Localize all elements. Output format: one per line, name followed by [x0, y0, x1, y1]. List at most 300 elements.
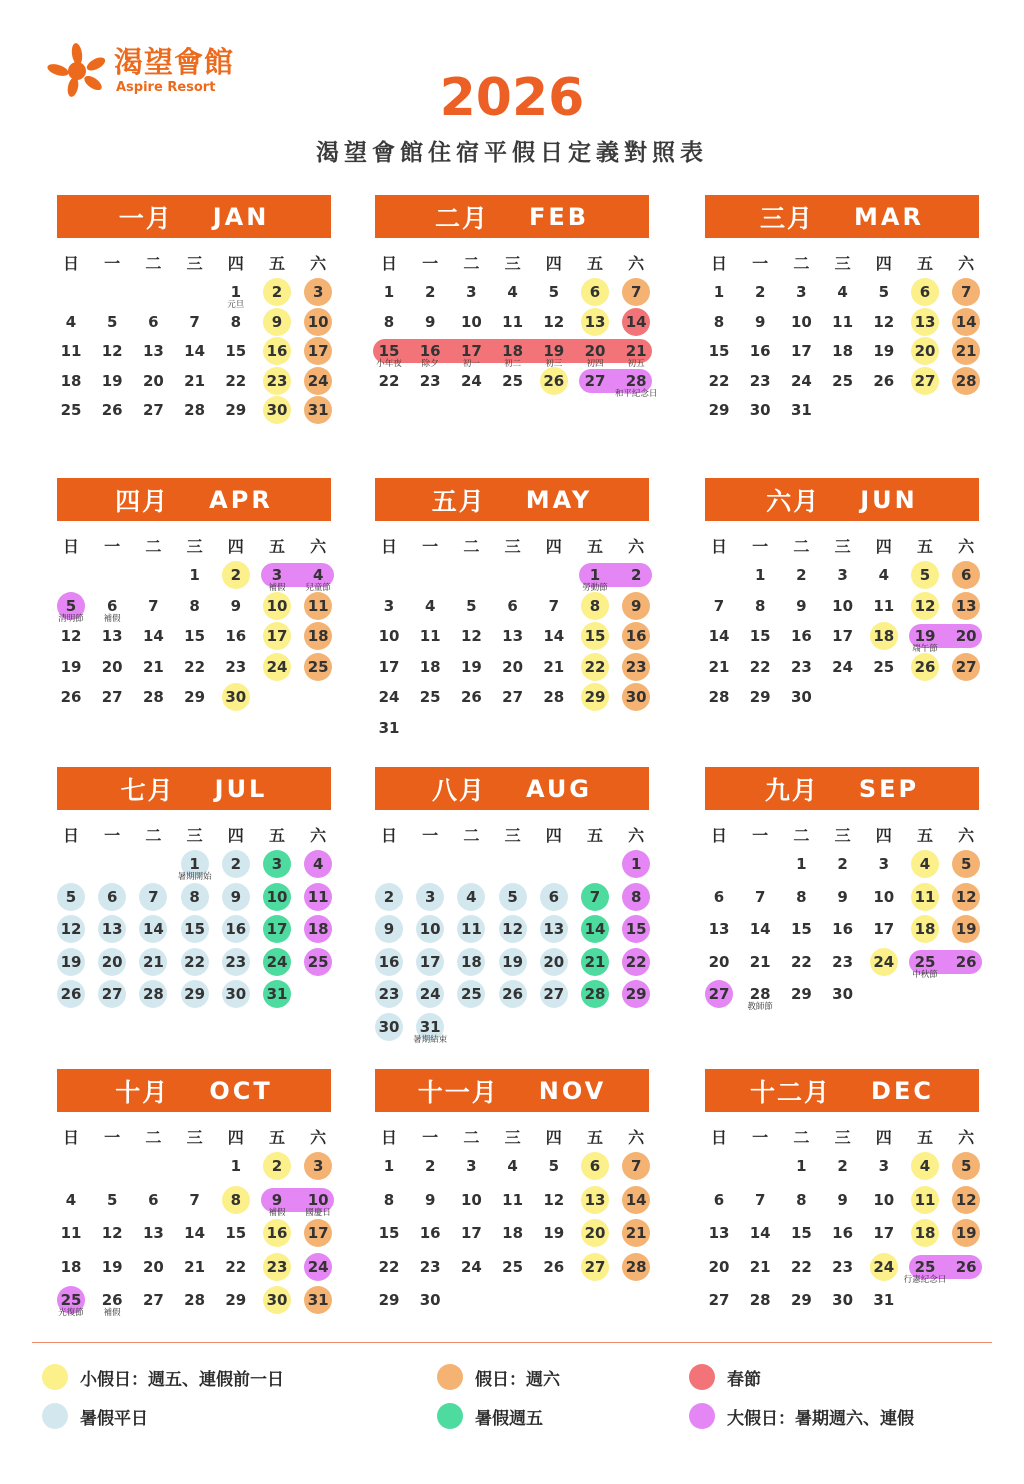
day-number: 4: [507, 283, 518, 301]
weekday-label: 五: [916, 254, 933, 273]
day-number: 7: [754, 1190, 766, 1209]
weekday-label: 四: [875, 254, 892, 273]
day-number: 10: [460, 1190, 482, 1209]
day-number: 27: [101, 688, 123, 706]
holiday-note: 暑期結束: [413, 1034, 448, 1045]
day-number: 30: [419, 1291, 441, 1309]
day-number: 22: [184, 952, 206, 971]
legend-item-yellow: [42, 1362, 284, 1392]
holiday-note: 光復節: [58, 1308, 84, 1318]
month-header: [57, 195, 331, 238]
day-number: 16: [790, 627, 812, 645]
holiday-note: 初二: [504, 359, 522, 369]
day-number: 4: [312, 855, 324, 873]
holiday-note: 端午節: [912, 644, 938, 654]
weekday-label: 四: [227, 826, 244, 845]
holiday-note: 和平紀念日: [614, 388, 658, 399]
day-number: 7: [548, 596, 560, 615]
weekday-label: 日: [710, 537, 727, 556]
day-number: 21: [142, 657, 164, 676]
day-number: 2: [271, 283, 283, 301]
day-number: 3: [837, 566, 848, 584]
month-dec: [705, 1069, 979, 1332]
day-number: 5: [507, 887, 518, 906]
month-name-english: MAY: [525, 485, 593, 514]
month-name-chinese: 十一月: [417, 1077, 499, 1107]
day-number: 18: [914, 1224, 936, 1242]
day-number: 20: [101, 952, 123, 971]
day-number: 2: [424, 283, 436, 301]
day-number: 14: [749, 920, 771, 938]
legend-label: 小假日：週五、連假前一日: [80, 1369, 284, 1390]
day-number: 11: [60, 342, 82, 360]
day-number: 3: [271, 566, 283, 584]
holiday-note: 初五: [627, 359, 645, 369]
day-number: 27: [101, 985, 123, 1003]
day-number: 27: [142, 401, 164, 419]
day-number: 17: [378, 657, 400, 676]
day-number: 17: [873, 1224, 895, 1242]
month-name-english: JUL: [214, 774, 268, 803]
legend-swatch: [437, 1364, 463, 1390]
weekday-label: 二: [793, 1128, 810, 1147]
day-number: 17: [832, 627, 854, 645]
weekday-label: 三: [834, 537, 851, 556]
day-number: 22: [790, 952, 812, 971]
day-number: 22: [749, 657, 771, 676]
holiday-note: 中秋節: [912, 969, 938, 980]
day-number: 25: [832, 371, 854, 390]
day-number: 23: [625, 657, 647, 676]
day-number: 4: [878, 566, 890, 584]
month-name-english: DEC: [871, 1076, 934, 1105]
day-number: 13: [914, 312, 936, 331]
day-number: 21: [749, 952, 771, 971]
day-number: 6: [713, 887, 725, 906]
day-number: 25: [60, 1291, 82, 1309]
day-number: 15: [184, 627, 206, 645]
day-number: 11: [460, 920, 482, 938]
day-number: 16: [749, 342, 771, 360]
day-number: 3: [878, 1157, 890, 1175]
day-number: 6: [589, 1157, 601, 1175]
day-number: 1: [754, 566, 766, 584]
day-number: 4: [65, 1190, 77, 1209]
holiday-note: 勞動節: [582, 583, 608, 593]
day-number: 15: [790, 920, 812, 938]
weekday-label: 五: [268, 1128, 285, 1147]
day-number: 9: [383, 920, 395, 938]
day-number: 19: [543, 342, 565, 360]
day-number: 10: [873, 1190, 895, 1209]
legend-item-purple: [689, 1401, 914, 1431]
day-number: 5: [466, 596, 477, 615]
brand-name-english: Aspire Resort: [116, 80, 216, 95]
day-number: 31: [419, 1017, 441, 1036]
day-number: 21: [543, 657, 565, 676]
month-days-grid: [705, 238, 979, 458]
day-number: 15: [225, 1224, 247, 1242]
day-number: 26: [543, 1257, 565, 1276]
legend-swatch: [689, 1364, 715, 1390]
month-name-chinese: 二月: [434, 203, 489, 233]
day-number: 9: [754, 312, 766, 331]
day-number: 19: [60, 657, 82, 676]
weekday-label: 二: [145, 537, 162, 556]
day-number: 24: [266, 952, 288, 971]
day-number: 12: [873, 312, 895, 331]
day-number: 13: [502, 627, 524, 645]
weekday-label: 一: [422, 537, 439, 556]
day-number: 11: [502, 312, 524, 331]
day-number: 14: [142, 920, 164, 938]
weekday-label: 日: [62, 826, 79, 845]
day-number: 7: [189, 1190, 200, 1209]
day-number: 2: [837, 1157, 848, 1175]
weekday-label: 五: [586, 1128, 603, 1147]
day-number: 14: [543, 627, 565, 645]
month-oct: [57, 1069, 331, 1332]
month-days-grid: [375, 1112, 649, 1332]
holiday-note: 補假: [268, 1207, 286, 1218]
day-number: 18: [873, 627, 895, 645]
day-number: 29: [790, 1291, 812, 1309]
weekday-label: 三: [834, 826, 851, 845]
day-number: 18: [914, 920, 936, 938]
day-number: 29: [184, 985, 206, 1003]
day-number: 5: [65, 596, 77, 615]
day-number: 7: [713, 596, 725, 615]
day-number: 20: [142, 1257, 164, 1276]
day-number: 14: [955, 312, 977, 331]
day-number: 7: [960, 283, 972, 301]
day-number: 29: [378, 1291, 400, 1309]
day-number: 28: [625, 1257, 647, 1276]
month-days-grid: [57, 521, 331, 741]
day-number: 19: [543, 1224, 565, 1242]
day-number: 16: [832, 1224, 854, 1242]
day-number: 15: [225, 342, 247, 360]
day-number: 11: [502, 1190, 524, 1209]
day-number: 4: [507, 1157, 518, 1175]
day-number: 10: [307, 1190, 329, 1209]
weekday-label: 四: [545, 537, 562, 556]
day-number: 6: [919, 283, 931, 301]
month-header: [375, 767, 649, 810]
weekday-label: 日: [710, 1128, 727, 1147]
day-number: 17: [460, 1224, 482, 1242]
holiday-note: 初四: [586, 359, 604, 369]
day-number: 14: [584, 920, 606, 938]
month-name-chinese: 一月: [118, 203, 173, 233]
day-number: 18: [832, 342, 854, 360]
weekday-label: 日: [710, 826, 727, 845]
day-number: 3: [383, 596, 395, 615]
day-number: 12: [101, 1224, 123, 1242]
day-number: 13: [584, 1190, 606, 1209]
weekday-label: 四: [545, 826, 562, 845]
day-number: 12: [101, 342, 123, 360]
month-days-grid: [57, 1112, 331, 1332]
day-number: 21: [625, 1224, 647, 1242]
day-number: 26: [914, 657, 936, 676]
day-number: 23: [419, 1257, 441, 1276]
day-number: 30: [225, 688, 247, 706]
day-number: 18: [502, 342, 524, 360]
day-number: 18: [419, 657, 441, 676]
day-number: 31: [307, 1291, 329, 1309]
day-number: 14: [749, 1224, 771, 1242]
day-number: 5: [106, 1190, 118, 1209]
day-number: 20: [543, 952, 565, 971]
day-number: 12: [502, 920, 524, 938]
day-number: 28: [543, 688, 565, 706]
legend-swatch: [437, 1403, 463, 1429]
day-number: 27: [955, 657, 977, 676]
day-number: 8: [796, 887, 807, 906]
weekday-label: 三: [504, 537, 521, 556]
day-number: 28: [749, 1291, 771, 1309]
day-number: 25: [307, 952, 329, 971]
day-number: 22: [378, 371, 400, 390]
day-number: 19: [502, 952, 524, 971]
day-number: 17: [307, 1224, 329, 1242]
weekday-label: 三: [186, 254, 203, 273]
day-number: 3: [271, 855, 283, 873]
day-number: 14: [184, 342, 206, 360]
month-header: [57, 478, 331, 521]
day-number: 19: [101, 371, 123, 390]
month-name-english: APR: [209, 485, 273, 514]
day-number: 20: [502, 657, 524, 676]
day-number: 3: [466, 283, 477, 301]
day-number: 6: [106, 596, 118, 615]
month-name-english: JAN: [212, 202, 270, 231]
day-number: 25: [914, 952, 936, 971]
weekday-label: 二: [463, 254, 480, 273]
weekday-label: 三: [186, 1128, 203, 1147]
day-number: 15: [584, 627, 606, 645]
month-header: [375, 195, 649, 238]
legend-item-lightblue: [42, 1401, 148, 1431]
day-number: 22: [378, 1257, 400, 1276]
weekday-label: 四: [875, 826, 892, 845]
weekday-label: 一: [752, 1128, 769, 1147]
day-number: 28: [708, 688, 730, 706]
day-number: 4: [919, 1157, 931, 1175]
day-number: 10: [307, 312, 329, 331]
day-number: 22: [625, 952, 647, 971]
day-number: 20: [101, 657, 123, 676]
day-number: 9: [230, 596, 242, 615]
day-number: 26: [955, 952, 977, 971]
day-number: 31: [266, 985, 288, 1003]
day-number: 20: [914, 342, 936, 360]
day-number: 20: [708, 952, 730, 971]
day-number: 20: [142, 371, 164, 390]
legend-item-orange: [437, 1362, 560, 1392]
day-number: 5: [65, 887, 77, 906]
day-number: 29: [708, 401, 730, 419]
day-number: 14: [142, 627, 164, 645]
day-number: 27: [543, 985, 565, 1003]
weekday-label: 一: [752, 826, 769, 845]
legend-item-green: [437, 1401, 543, 1431]
weekday-label: 二: [463, 1128, 480, 1147]
day-number: 22: [584, 657, 606, 676]
day-number: 5: [548, 283, 560, 301]
day-number: 25: [60, 401, 82, 419]
day-number: 26: [460, 688, 482, 706]
day-number: 5: [106, 312, 118, 331]
day-number: 24: [790, 371, 812, 390]
day-number: 21: [584, 952, 606, 971]
day-number: 17: [790, 342, 812, 360]
month-days-grid: [705, 1112, 979, 1332]
weekday-label: 四: [227, 1128, 244, 1147]
day-number: 4: [312, 566, 324, 584]
day-number: 16: [225, 920, 247, 938]
day-number: 7: [630, 1157, 642, 1175]
weekday-label: 三: [186, 537, 203, 556]
day-number: 20: [955, 627, 977, 645]
day-number: 13: [101, 920, 123, 938]
day-number: 21: [749, 1257, 771, 1276]
day-number: 16: [266, 1224, 288, 1242]
day-number: 17: [460, 342, 482, 360]
holiday-note: 暑期開始: [177, 872, 212, 882]
weekday-label: 三: [834, 254, 851, 273]
day-number: 10: [832, 596, 854, 615]
day-number: 28: [749, 985, 771, 1003]
day-number: 3: [312, 1157, 324, 1175]
legend-label: 大假日：暑期週六、連假: [727, 1408, 914, 1429]
month-name-english: OCT: [209, 1076, 273, 1105]
month-header: [705, 767, 979, 810]
day-number: 24: [266, 657, 288, 676]
day-number: 21: [955, 342, 977, 360]
day-number: 16: [225, 627, 247, 645]
day-number: 8: [189, 887, 200, 906]
month-name-english: FEB: [528, 202, 590, 231]
day-number: 30: [832, 1291, 854, 1309]
weekday-label: 日: [62, 1128, 79, 1147]
day-number: 29: [584, 688, 606, 706]
day-number: 1: [630, 855, 642, 873]
day-number: 1: [230, 1157, 242, 1175]
day-number: 12: [914, 596, 936, 615]
holiday-note: 行憲紀念日: [903, 1274, 947, 1285]
day-number: 12: [955, 887, 977, 906]
day-number: 10: [460, 312, 482, 331]
day-number: 26: [955, 1257, 977, 1276]
holiday-note: 除夕: [421, 359, 439, 369]
day-number: 12: [60, 627, 82, 645]
month-header: [57, 1069, 331, 1112]
day-number: 15: [790, 1224, 812, 1242]
day-number: 18: [307, 627, 329, 645]
day-number: 11: [873, 596, 895, 615]
weekday-label: 二: [793, 826, 810, 845]
holiday-note: 兒童節: [305, 583, 331, 593]
day-number: 14: [625, 1190, 647, 1209]
day-number: 8: [796, 1190, 807, 1209]
day-number: 2: [796, 566, 807, 584]
day-number: 8: [754, 596, 766, 615]
month-name-chinese: 九月: [764, 775, 819, 805]
day-number: 13: [101, 627, 123, 645]
day-number: 15: [378, 342, 400, 360]
day-number: 6: [548, 887, 560, 906]
month-days-grid: [57, 810, 331, 1030]
day-number: 28: [184, 1291, 206, 1309]
legend-label: 春節: [727, 1369, 761, 1390]
day-number: 15: [708, 342, 730, 360]
holiday-note: 教師節: [747, 1002, 773, 1012]
day-number: 1: [713, 283, 725, 301]
day-number: 8: [630, 887, 642, 906]
day-number: 25: [502, 1257, 524, 1276]
day-number: 1: [189, 566, 200, 584]
day-number: 7: [148, 596, 159, 615]
day-number: 13: [955, 596, 977, 615]
day-number: 8: [383, 1190, 395, 1209]
month-header: [57, 767, 331, 810]
weekday-label: 六: [310, 537, 327, 556]
day-number: 26: [101, 401, 123, 419]
month-header: [375, 1069, 649, 1112]
weekday-label: 五: [916, 1128, 933, 1147]
day-number: 28: [142, 688, 164, 706]
weekday-label: 三: [504, 254, 521, 273]
day-number: 9: [424, 1190, 436, 1209]
legend-divider: [32, 1342, 992, 1343]
day-number: 30: [749, 401, 771, 419]
weekday-label: 六: [628, 254, 645, 273]
day-number: 21: [142, 952, 164, 971]
month-name-chinese: 七月: [120, 775, 175, 805]
day-number: 23: [225, 952, 247, 971]
day-number: 19: [955, 1224, 977, 1242]
day-number: 31: [378, 718, 400, 737]
day-number: 13: [142, 342, 164, 360]
month-days-grid: [375, 521, 649, 741]
weekday-label: 二: [463, 537, 480, 556]
weekday-label: 日: [380, 826, 397, 845]
day-number: 13: [142, 1224, 164, 1242]
legend-label: 暑假平日: [80, 1408, 148, 1429]
day-number: 20: [584, 1224, 606, 1242]
day-number: 2: [230, 855, 242, 873]
weekday-label: 日: [380, 254, 397, 273]
day-number: 25: [502, 371, 524, 390]
holiday-note: 初三: [545, 359, 563, 369]
day-number: 23: [266, 371, 288, 390]
day-number: 29: [225, 401, 247, 419]
weekday-label: 六: [310, 1128, 327, 1147]
day-number: 26: [60, 985, 82, 1003]
weekday-label: 一: [752, 537, 769, 556]
day-number: 9: [424, 312, 436, 331]
month-days-grid: [375, 810, 649, 1045]
weekday-label: 六: [628, 826, 645, 845]
day-number: 19: [101, 1257, 123, 1276]
day-number: 24: [378, 688, 400, 706]
weekday-label: 一: [422, 1128, 439, 1147]
month-apr: [57, 478, 331, 741]
day-number: 21: [184, 371, 206, 390]
month-name-english: AUG: [525, 774, 593, 803]
